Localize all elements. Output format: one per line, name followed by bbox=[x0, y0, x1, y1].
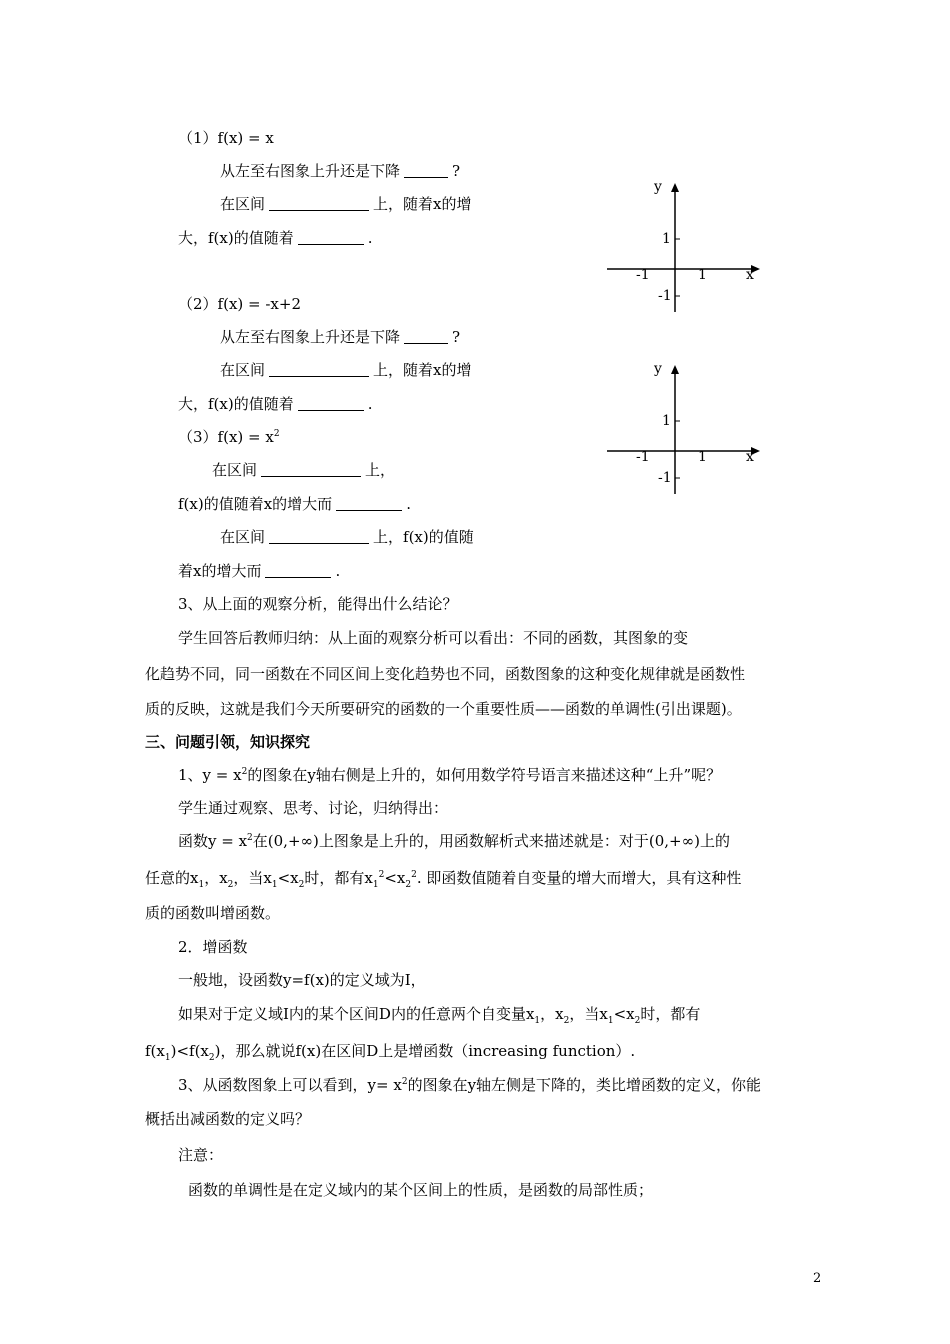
note-label: 注意： bbox=[178, 1146, 224, 1164]
item-2-title: （2）f(x) = -x+2 bbox=[178, 295, 302, 313]
paragraph-line: 学生回答后教师归纳：从上面的观察分析可以看出：不同的函数，其图象的变 bbox=[178, 629, 689, 647]
coordinate-axes-1 bbox=[600, 172, 770, 322]
coordinate-axes-2 bbox=[600, 354, 770, 504]
subheading-increasing-function: 2．增函数 bbox=[178, 938, 248, 956]
answer-blank[interactable] bbox=[298, 230, 364, 245]
answer-blank[interactable] bbox=[336, 496, 402, 511]
tick-label-neg1-y: -1 bbox=[658, 288, 672, 304]
item-3-q4: 着x的增大而 . bbox=[178, 562, 341, 580]
tick-label-neg1-x: -1 bbox=[636, 449, 650, 465]
paragraph-line: 函数的单调性是在定义域内的某个区间上的性质，是函数的局部性质； bbox=[188, 1181, 654, 1199]
paragraph-line: 学生通过观察、思考、讨论，归纳得出： bbox=[178, 799, 449, 817]
paragraph-line: 1、$y = x^2$的图象在y轴右侧是上升的，如何用数学符号语言来描述这种“上升”呢？ bbox=[178, 766, 722, 784]
y-label: y bbox=[654, 179, 662, 195]
answer-blank[interactable] bbox=[265, 563, 331, 578]
answer-blank[interactable] bbox=[269, 196, 369, 211]
tick-label-1: 1 bbox=[662, 231, 671, 247]
tick-label-1-x: 1 bbox=[698, 267, 707, 283]
tick-label-1: 1 bbox=[662, 413, 671, 429]
question-3: 3、从上面的观察分析，能得出什么结论？ bbox=[178, 595, 458, 613]
item-2-q3: 大，f(x)的值随着 . bbox=[178, 395, 373, 413]
item-2-q2: 在区间 上，随着x的增 bbox=[220, 361, 472, 379]
item-3-q1: 在区间 上， bbox=[212, 461, 396, 479]
paragraph-line: 函数$y = x^2$在(0,+∞)上图象是上升的，用函数解析式来描述就是：对于(0,+∞)上的 bbox=[178, 832, 730, 850]
item-3-q3: 在区间 上，f(x)的值随 bbox=[220, 528, 474, 546]
answer-blank[interactable] bbox=[404, 329, 448, 344]
item-1-q1: 从左至右图象上升还是下降 ? bbox=[220, 162, 461, 180]
answer-blank[interactable] bbox=[269, 529, 369, 544]
answer-blank[interactable] bbox=[261, 462, 361, 477]
paragraph-line: $f(x_1)<f(x_2)$，那么就说f(x)在区间D上是增函数（increasing function）. bbox=[145, 1042, 636, 1063]
paragraph-line: 质的函数叫增函数。 bbox=[145, 904, 281, 922]
paragraph-line: 概括出减函数的定义吗？ bbox=[145, 1110, 311, 1128]
tick-label-1-x: 1 bbox=[698, 449, 707, 465]
item-2-q1: 从左至右图象上升还是下降 ? bbox=[220, 328, 461, 346]
answer-blank[interactable] bbox=[404, 163, 448, 178]
section-heading: 三、问题引领，知识探究 bbox=[145, 733, 311, 751]
item-1-q2: 在区间 上，随着x的增 bbox=[220, 195, 472, 213]
paragraph-line: 任意的$x_1$，$x_2$，当$x_1<x_2$时，都有$x_1^2<x_2^2$. 即函数值随着自变量的增大而增大，具有这种性 bbox=[145, 869, 742, 890]
page-number: 2 bbox=[813, 1271, 822, 1286]
paragraph-line: 质的反映，这就是我们今天所要研究的函数的一个重要性质——函数的单调性(引出课题)。 bbox=[145, 700, 742, 718]
x-label: x bbox=[746, 267, 754, 283]
y-axis-arrow bbox=[671, 183, 679, 192]
answer-blank[interactable] bbox=[298, 396, 364, 411]
item-1-q3: 大，f(x)的值随着 . bbox=[178, 229, 373, 247]
y-axis-arrow bbox=[671, 365, 679, 374]
paragraph-line: 化趋势不同，同一函数在不同区间上变化趋势也不同，函数图象的这种变化规律就是函数性 bbox=[145, 665, 746, 683]
tick-label-neg1-x: -1 bbox=[636, 267, 650, 283]
item-3-title: $(3)f(x) = x^2$ bbox=[178, 428, 280, 446]
x-label: x bbox=[746, 449, 754, 465]
paragraph-line: 如果对于定义域I内的某个区间D内的任意两个自变量$x_1$，$x_2$，当$x_1<x_2$时，都有 bbox=[178, 1005, 701, 1026]
item-1-title: （1）f(x) = x bbox=[178, 129, 274, 147]
item-3-q2: f(x)的值随着x的增大而 . bbox=[178, 495, 411, 513]
tick-label-neg1-y: -1 bbox=[658, 470, 672, 486]
answer-blank[interactable] bbox=[269, 362, 369, 377]
paragraph-line: 一般地，设函数y=f(x)的定义域为I， bbox=[178, 971, 426, 989]
paragraph-line: 3、从函数图象上可以看到，$y= x^2$的图象在y轴左侧是下降的，类比增函数的定义，你能 bbox=[178, 1076, 762, 1094]
y-label: y bbox=[654, 361, 662, 377]
